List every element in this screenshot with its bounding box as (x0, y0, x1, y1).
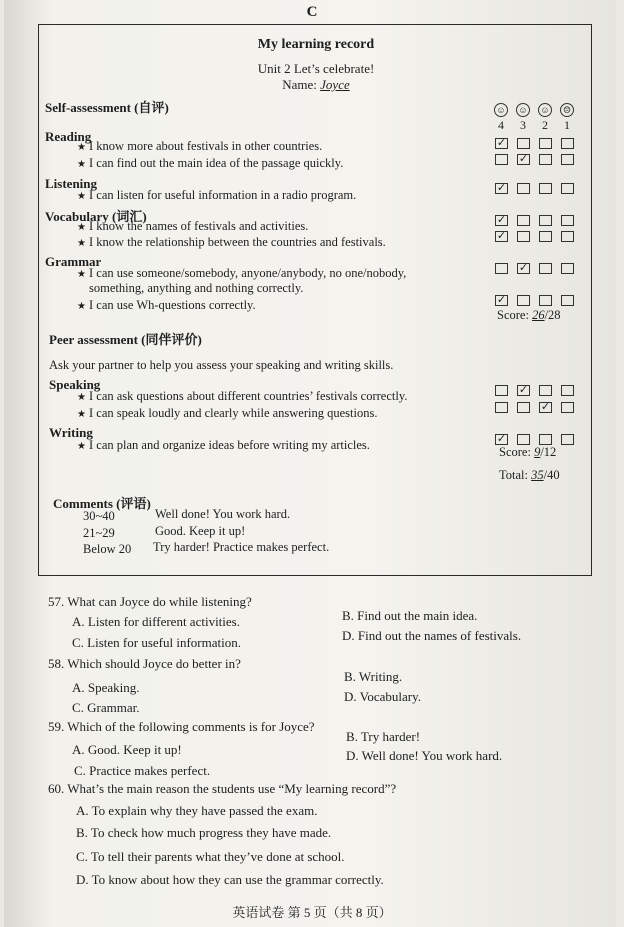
question-57-option-c: C. Listen for useful information. (72, 635, 241, 650)
speaking-item-2 (77, 406, 377, 421)
question-57-option-b: B. Find out the main idea. (342, 608, 478, 623)
speaking-item-1-text: I can ask questions about different countries’ festivals correctly. (89, 389, 408, 403)
rating-checkbox[interactable] (539, 215, 552, 226)
rating-checkbox-checked[interactable]: ✓ (518, 262, 529, 274)
unit-title: Unit 2 Let’s celebrate! (257, 61, 375, 76)
total-score-max: /40 (543, 468, 560, 482)
comment-text-3: Try harder! Practice makes perfect. (153, 540, 330, 554)
vocabulary-item-2 (77, 235, 386, 250)
writing-item-1 (77, 438, 370, 453)
rating-checkbox[interactable] (561, 154, 574, 165)
star-icon: ★ (77, 159, 86, 170)
name-value: Joyce (320, 77, 350, 92)
learning-record-box (38, 24, 592, 576)
comment-range-3: Below 20 (83, 542, 132, 556)
vocabulary-heading: Vocabulary (词汇) (45, 209, 147, 224)
question-59-option-a: A. Good. Keep it up! (72, 742, 182, 757)
self-score (497, 308, 561, 323)
reading-item-1-text: I know more about festivals in other countries. (89, 139, 323, 153)
peer-score-value: 9 (534, 445, 541, 459)
name-label: Name: (282, 77, 317, 92)
writing-heading: Writing (49, 425, 93, 440)
question-57-option-a: A. Listen for different activities. (72, 614, 240, 629)
question-59-option-d: D. Well done! You work hard. (346, 748, 503, 763)
comment-text-1: Well done! You work hard. (155, 507, 291, 521)
very-happy-face-icon: ☺ (494, 103, 508, 117)
rating-checkbox-checked[interactable]: ✓ (496, 137, 507, 149)
rating-checkbox-checked[interactable]: ✓ (540, 401, 551, 413)
comment-range-2: 21~29 (83, 526, 115, 540)
listening-item-1 (77, 188, 356, 203)
happy-face-icon: ☺ (516, 103, 530, 117)
comment-text-2: Good. Keep it up! (155, 524, 246, 538)
reading-item-2 (77, 156, 343, 171)
star-icon: ★ (77, 409, 86, 420)
question-57-option-d: D. Find out the names of festivals. (342, 628, 522, 643)
question-59-stem: 59. Which of the following comments is for Joyce? (48, 719, 315, 734)
star-icon: ★ (77, 222, 86, 233)
speaking-item-2-text: I can speak loudly and clearly while answering questions. (89, 406, 378, 420)
rating-checkbox[interactable] (561, 402, 574, 413)
question-58-option-b: B. Writing. (344, 669, 403, 684)
star-icon: ★ (77, 269, 86, 280)
star-icon: ★ (77, 301, 86, 312)
rating-checkbox[interactable] (495, 402, 508, 413)
rating-checkbox[interactable] (561, 138, 574, 149)
record-title: My learning record (257, 37, 375, 52)
star-icon: ★ (77, 191, 86, 202)
listening-item-1-text: I can listen for useful information in a radio program. (89, 188, 357, 202)
rating-checkbox[interactable] (539, 385, 552, 396)
rating-checkbox[interactable] (561, 183, 574, 194)
self-score-label: Score: (497, 308, 529, 322)
rating-checkbox-checked[interactable]: ✓ (496, 230, 507, 242)
question-60-stem: 60. What’s the main reason the students use “My learning record”? (48, 781, 397, 796)
rating-checkbox[interactable] (539, 154, 552, 165)
peer-intro: Ask your partner to help you assess your speaking and writing skills. (49, 358, 394, 372)
vocabulary-item-2-text: I know the relationship between the countries and festivals. (89, 235, 386, 249)
column-2-label: 2 (542, 118, 548, 132)
total-score-label: Total: (499, 468, 528, 482)
rating-checkbox-checked[interactable]: ✓ (496, 294, 507, 306)
rating-checkbox[interactable] (539, 295, 552, 306)
column-4-label: 4 (498, 118, 504, 132)
sad-face-icon: ☹ (560, 103, 574, 117)
grammar-item-2-text: I can use Wh-questions correctly. (89, 298, 256, 312)
rating-checkbox[interactable] (517, 295, 530, 306)
rating-checkbox[interactable] (495, 154, 508, 165)
question-59-option-c: C. Practice makes perfect. (74, 763, 211, 778)
total-score-value: 35 (531, 468, 544, 482)
rating-checkbox[interactable] (561, 385, 574, 396)
rating-checkbox[interactable] (539, 138, 552, 149)
reading-heading: Reading (45, 129, 92, 144)
rating-checkbox-checked[interactable]: ✓ (518, 153, 529, 165)
question-58-stem: 58. Which should Joyce do better in? (48, 656, 241, 671)
vocabulary-item-1-text: I know the names of festivals and activities. (89, 219, 309, 233)
rating-checkbox-checked[interactable]: ✓ (518, 384, 529, 396)
rating-checkbox[interactable] (561, 231, 574, 242)
grammar-item-1-line-1: I can use someone/somebody, anyone/anybody, no one/nobody, (89, 266, 407, 280)
question-58-option-a: A. Speaking. (72, 680, 140, 695)
question-58-option-c: C. Grammar. (72, 700, 140, 715)
speaking-heading: Speaking (49, 377, 101, 392)
section-letter: C (306, 4, 318, 20)
rating-checkbox[interactable] (561, 215, 574, 226)
question-60-option-d: D. To know about how they can use the grammar correctly. (76, 872, 384, 887)
grammar-heading: Grammar (45, 254, 102, 269)
rating-checkbox[interactable] (495, 263, 508, 274)
rating-checkbox-checked[interactable]: ✓ (496, 214, 507, 226)
rating-checkbox[interactable] (539, 183, 552, 194)
rating-checkbox[interactable] (495, 385, 508, 396)
rating-checkbox[interactable] (517, 215, 530, 226)
peer-score-label: Score: (499, 445, 531, 459)
grammar-item-1-line-2: something, anything and nothing correctly. (89, 281, 304, 295)
rating-checkbox[interactable] (539, 263, 552, 274)
question-59-option-b: B. Try harder! (346, 729, 421, 744)
rating-checkbox[interactable] (539, 231, 552, 242)
reading-item-2-text: I can find out the main idea of the passage quickly. (89, 156, 344, 170)
peer-score (499, 445, 556, 460)
comment-range-1: 30~40 (83, 509, 115, 523)
self-score-value: 26 (532, 308, 545, 322)
grammar-item-2 (77, 298, 256, 313)
speaking-item-1 (77, 389, 407, 404)
rating-checkbox[interactable] (517, 402, 530, 413)
peer-assessment-heading: Peer assessment (同伴评价) (49, 332, 202, 347)
vocabulary-item-1 (77, 219, 308, 234)
question-58-option-d: D. Vocabulary. (344, 689, 422, 704)
star-icon: ★ (77, 238, 86, 249)
reading-item-1 (77, 139, 322, 154)
rating-checkbox[interactable] (517, 138, 530, 149)
rating-checkbox-checked[interactable]: ✓ (496, 433, 507, 445)
question-60-option-c: C. To tell their parents what they’ve done at school. (76, 849, 345, 864)
rating-checkbox[interactable] (561, 434, 574, 445)
rating-checkbox[interactable] (517, 231, 530, 242)
rating-checkbox[interactable] (517, 434, 530, 445)
comments-heading: Comments (评语) (53, 496, 151, 511)
student-name (39, 77, 593, 93)
self-score-max: /28 (544, 308, 561, 322)
rating-checkbox[interactable] (561, 263, 574, 274)
grammar-item-1 (77, 266, 406, 281)
neutral-face-icon: ☺ (538, 103, 552, 117)
self-assessment-heading: Self-assessment (自评) (45, 100, 169, 115)
page-footer: 英语试卷 第 5 页（共 8 页） (232, 905, 392, 920)
rating-checkbox[interactable] (539, 434, 552, 445)
total-score (499, 468, 560, 483)
star-icon: ★ (77, 142, 86, 153)
rating-checkbox-checked[interactable]: ✓ (496, 182, 507, 194)
question-60-option-b: B. To check how much progress they have made. (76, 825, 332, 840)
column-1-label: 1 (564, 118, 570, 132)
question-60-option-a: A. To explain why they have passed the exam. (76, 803, 318, 818)
writing-item-1-text: I can plan and organize ideas before writing my articles. (89, 438, 370, 452)
peer-score-max: /12 (540, 445, 557, 459)
listening-heading: Listening (45, 176, 98, 191)
star-icon: ★ (77, 441, 86, 452)
star-icon: ★ (77, 392, 86, 403)
question-57-stem: 57. What can Joyce do while listening? (48, 594, 252, 609)
rating-checkbox[interactable] (517, 183, 530, 194)
rating-checkbox[interactable] (561, 295, 574, 306)
column-3-label: 3 (520, 118, 526, 132)
